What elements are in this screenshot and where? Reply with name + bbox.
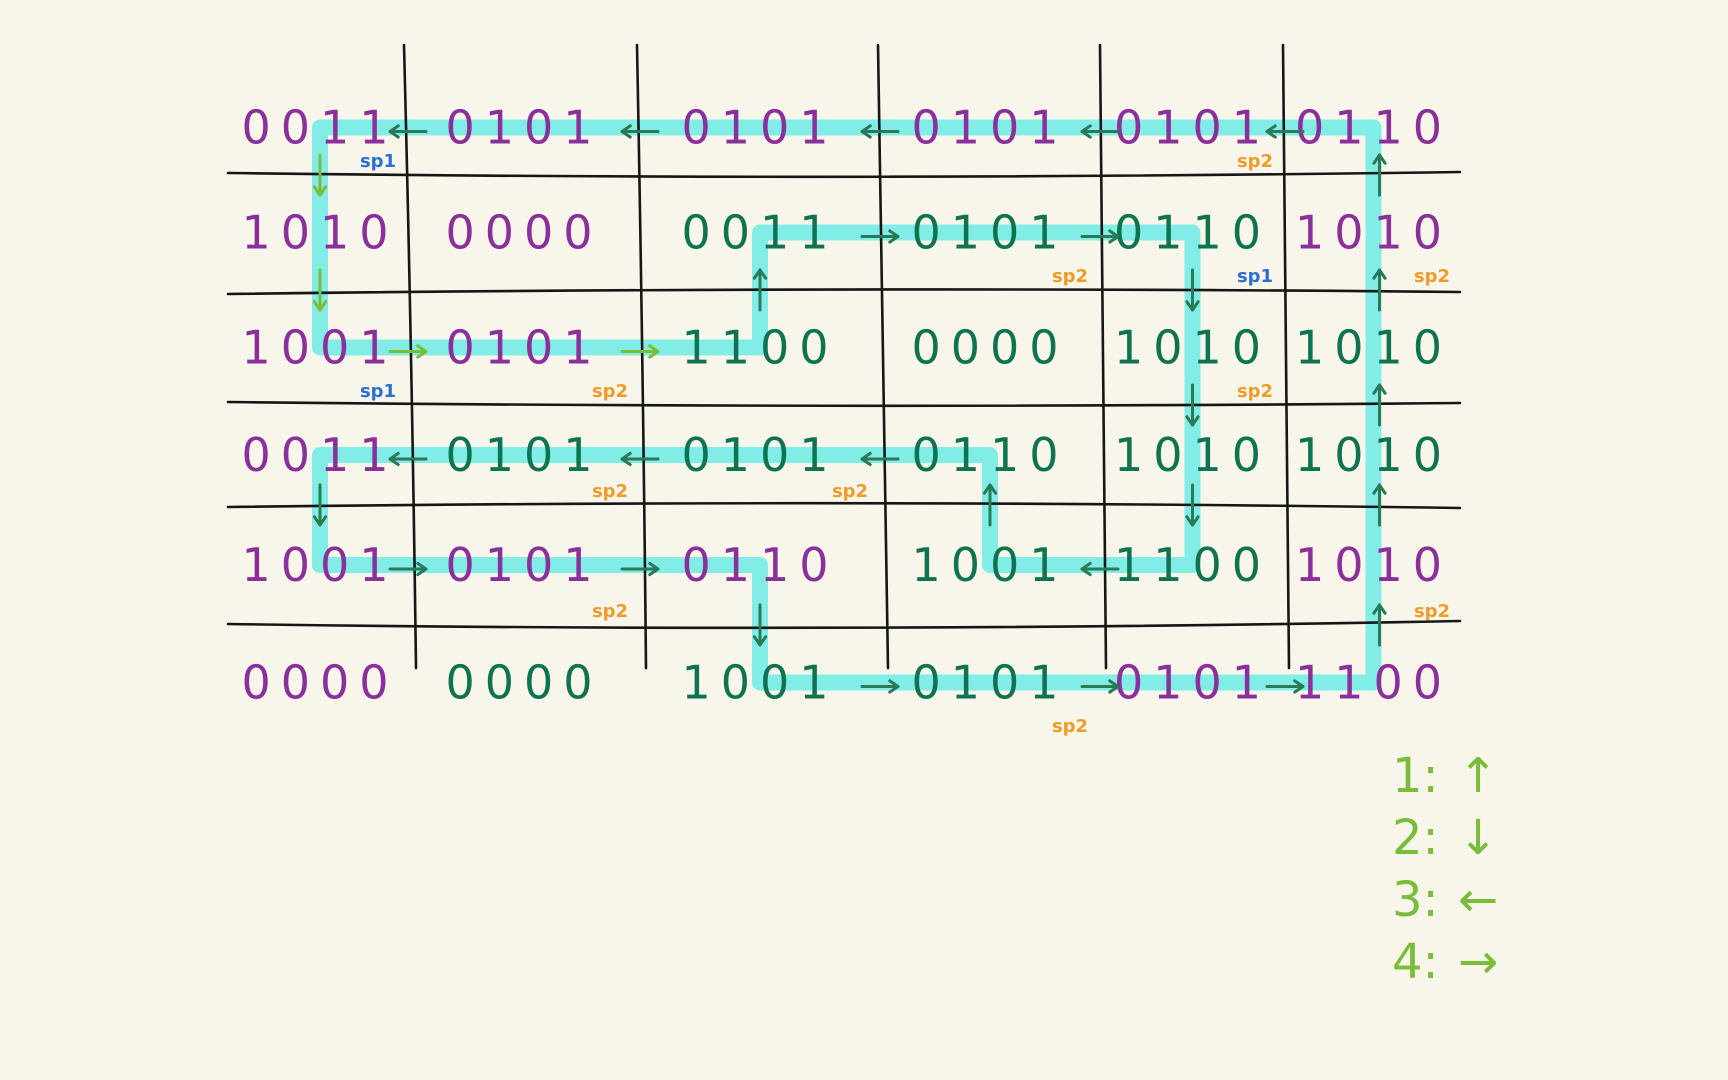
cell-r3-c1: 0101 bbox=[445, 428, 603, 482]
grid-row-line bbox=[228, 172, 1460, 177]
cell-r1-c1: 0000 bbox=[445, 205, 603, 260]
legend-row-down bbox=[1392, 810, 1572, 866]
cell-r0-c2: 0101 bbox=[681, 100, 839, 155]
cell-r4-c4: 1100 bbox=[1113, 538, 1272, 592]
legend-row-right bbox=[1392, 934, 1572, 990]
legend-row-left bbox=[1392, 872, 1572, 928]
cell-r3-c2: 0101 bbox=[681, 428, 839, 482]
annotation-sp1: sp1 bbox=[1236, 266, 1274, 287]
up-arrow-icon: ↑ bbox=[1458, 748, 1499, 804]
cell-r2-c1: 0101 bbox=[445, 320, 603, 375]
cell-r4-c3: 1001 bbox=[911, 538, 1069, 592]
cell-r2-c0: 1001 bbox=[241, 320, 399, 375]
cell-r0-c5: 0110 bbox=[1294, 100, 1453, 155]
grid-col-line bbox=[637, 45, 646, 668]
cell-r2-c4: 1010 bbox=[1113, 320, 1272, 375]
annotation-sp2: sp2 bbox=[1236, 151, 1274, 172]
cell-r5-c1: 0000 bbox=[445, 655, 603, 710]
annotation-sp2: sp2 bbox=[1236, 381, 1274, 402]
cell-r1-c3: 0101 bbox=[911, 205, 1069, 260]
grid-col-line bbox=[1100, 45, 1106, 668]
cell-r3-c4: 1010 bbox=[1113, 428, 1272, 482]
grid-row-line bbox=[228, 289, 1460, 294]
annotation-sp1: sp1 bbox=[359, 381, 397, 402]
annotation-sp2: sp2 bbox=[1413, 601, 1451, 622]
legend-key: 4: bbox=[1392, 934, 1439, 990]
cell-r3-c0: 0011 bbox=[241, 428, 399, 482]
cell-r5-c0: 0000 bbox=[241, 655, 399, 710]
cell-r1-c5: 1010 bbox=[1294, 205, 1453, 260]
direction-legend bbox=[1392, 748, 1572, 998]
cell-r0-c4: 0101 bbox=[1113, 100, 1272, 155]
cell-r1-c0: 1010 bbox=[241, 205, 399, 260]
cell-r3-c3: 0110 bbox=[911, 428, 1069, 482]
left-arrow-icon: ← bbox=[1458, 872, 1499, 928]
down-arrow-icon: ↓ bbox=[1458, 810, 1499, 866]
cell-r2-c3: 0000 bbox=[911, 320, 1069, 375]
cell-r4-c2: 0110 bbox=[681, 538, 839, 592]
annotation-sp2: sp2 bbox=[591, 481, 629, 502]
cell-r4-c1: 0101 bbox=[445, 538, 603, 592]
cell-r2-c5: 1010 bbox=[1294, 320, 1453, 375]
legend-row-up bbox=[1392, 748, 1572, 804]
cell-r5-c5: 1100 bbox=[1294, 655, 1453, 710]
cell-r5-c2: 1001 bbox=[681, 655, 839, 710]
legend-key: 1: bbox=[1392, 748, 1439, 804]
annotation-sp2: sp2 bbox=[1413, 266, 1451, 287]
cell-r1-c4: 0110 bbox=[1113, 205, 1272, 260]
grid-col-line bbox=[878, 45, 888, 668]
grid-row-line bbox=[228, 621, 1460, 628]
cell-r5-c3: 0101 bbox=[911, 655, 1069, 710]
cell-r0-c3: 0101 bbox=[911, 100, 1069, 155]
cell-r0-c0: 0011 bbox=[241, 100, 399, 155]
cell-r2-c2: 1100 bbox=[681, 320, 839, 375]
cell-r1-c2: 0011 bbox=[681, 205, 839, 260]
cell-r4-c0: 1001 bbox=[241, 538, 399, 592]
annotation-sp1: sp1 bbox=[359, 151, 397, 172]
cell-r0-c1: 0101 bbox=[445, 100, 603, 155]
legend-key: 3: bbox=[1392, 872, 1439, 928]
annotation-sp2: sp2 bbox=[591, 601, 629, 622]
grid-col-line bbox=[1283, 45, 1289, 668]
annotation-sp2: sp2 bbox=[591, 381, 629, 402]
annotation-sp2: sp2 bbox=[1051, 716, 1089, 737]
legend-key: 2: bbox=[1392, 810, 1439, 866]
cell-r3-c5: 1010 bbox=[1294, 428, 1453, 482]
cell-r5-c4: 0101 bbox=[1113, 655, 1272, 710]
grid-col-line bbox=[404, 45, 416, 668]
annotation-sp2: sp2 bbox=[1051, 266, 1089, 287]
cell-r4-c5: 1010 bbox=[1294, 538, 1453, 592]
annotation-sp2: sp2 bbox=[831, 481, 869, 502]
right-arrow-icon: → bbox=[1458, 934, 1499, 990]
